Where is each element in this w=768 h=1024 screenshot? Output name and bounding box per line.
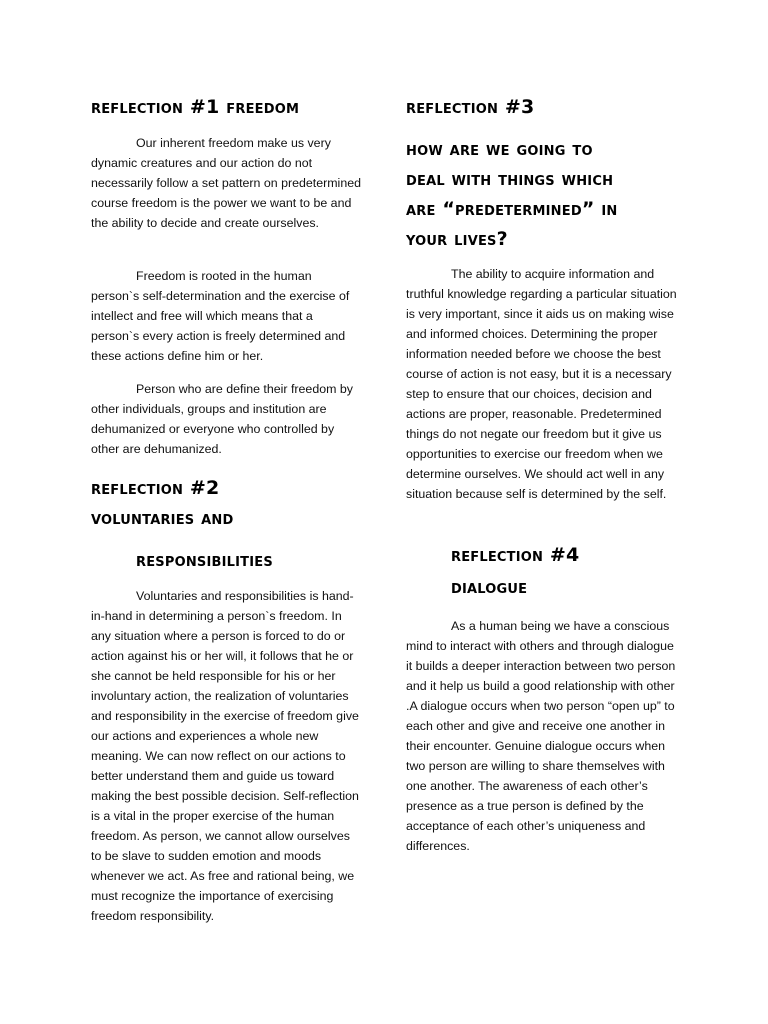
reflection-4-paragraph: As a human being we have a conscious mind to interact with others and through dialogue it builds a deeper interaction between two person and it help us build a good relationship with other .A dialogue occurs when two person “open up” to each other and give and receive one another in their encounter. Genuine dialogue occurs when two person are willing to share themselves with one another. The awareness of each other’s presence as a true person is defined by the acceptance of each other’s uniqueness and differences. — [406, 619, 676, 853]
reflection-3-question-line-3: are “predetermined” in — [406, 198, 618, 220]
reflection-2-heading-line-2: voluntaries and — [91, 507, 234, 529]
reflection-2-heading-line-3: responsibilities — [136, 549, 273, 571]
reflection-4-heading-line-1: reflection #4 — [451, 544, 580, 566]
reflection-2-paragraph: Voluntaries and responsibilities is hand-in-hand in determining a person`s freedom. In any situation where a person is forced to do or action against his or her will, it follows that he or she cannot be held responsible for his or her involuntary action, the realization of voluntaries and responsibility in the exercise of freedom give our actions and experiences a whole new meaning. We can now reflect on our actions to better understand them and guide us toward making the best possible decision. Self-reflection is a vital in the proper exercise of the human freedom. As person, we cannot allow ourselves to be slave to sudden emotion and moods whenever we act. As free and rational being, we must recognize the importance of exercising freedom responsibility. — [91, 589, 359, 923]
reflection-4-heading-line-2: dialogue — [451, 576, 528, 598]
reflection-1-paragraph-3: Person who are define their freedom by other individuals, groups and institution are dehumanized or everyone who controlled by other are dehumanized. — [91, 382, 353, 456]
reflection-1-heading: reflection #1 freedom — [91, 96, 300, 118]
reflection-3-heading: reflection #3 — [406, 96, 535, 118]
reflection-3-question-line-1: how are we going to — [406, 138, 593, 160]
reflection-3-paragraph: The ability to acquire information and truthful knowledge regarding a particular situation is very important, since it aids us on making wise and informed choices. Determining the proper information needed before we choose the best course of action is not easy, but it is a necessary step to ensure that our choices, decision and actions are proper, reasonable. Predetermined things do not negate our freedom but it give us opportunities to exercise our freedom when we determine ourselves. We should act well in any situation because self is determined by the self. — [406, 267, 677, 501]
reflection-2-heading-line-1: reflection #2 — [91, 477, 220, 499]
reflection-1-paragraph-1: Our inherent freedom make us very dynamic creatures and our action do not necessarily follow a set pattern on predetermined course freedom is the power we want to be and the ability to decide and create ourselves. — [91, 136, 361, 230]
reflection-3-question-line-4: your lives? — [406, 228, 508, 250]
reflection-1-paragraph-2: Freedom is rooted in the human person`s self-determination and the exercise of intellect and free will which means that a person`s every action is freely determined and these actions define him or her. — [91, 269, 350, 363]
reflection-3-question-line-2: deal with things which — [406, 168, 614, 190]
